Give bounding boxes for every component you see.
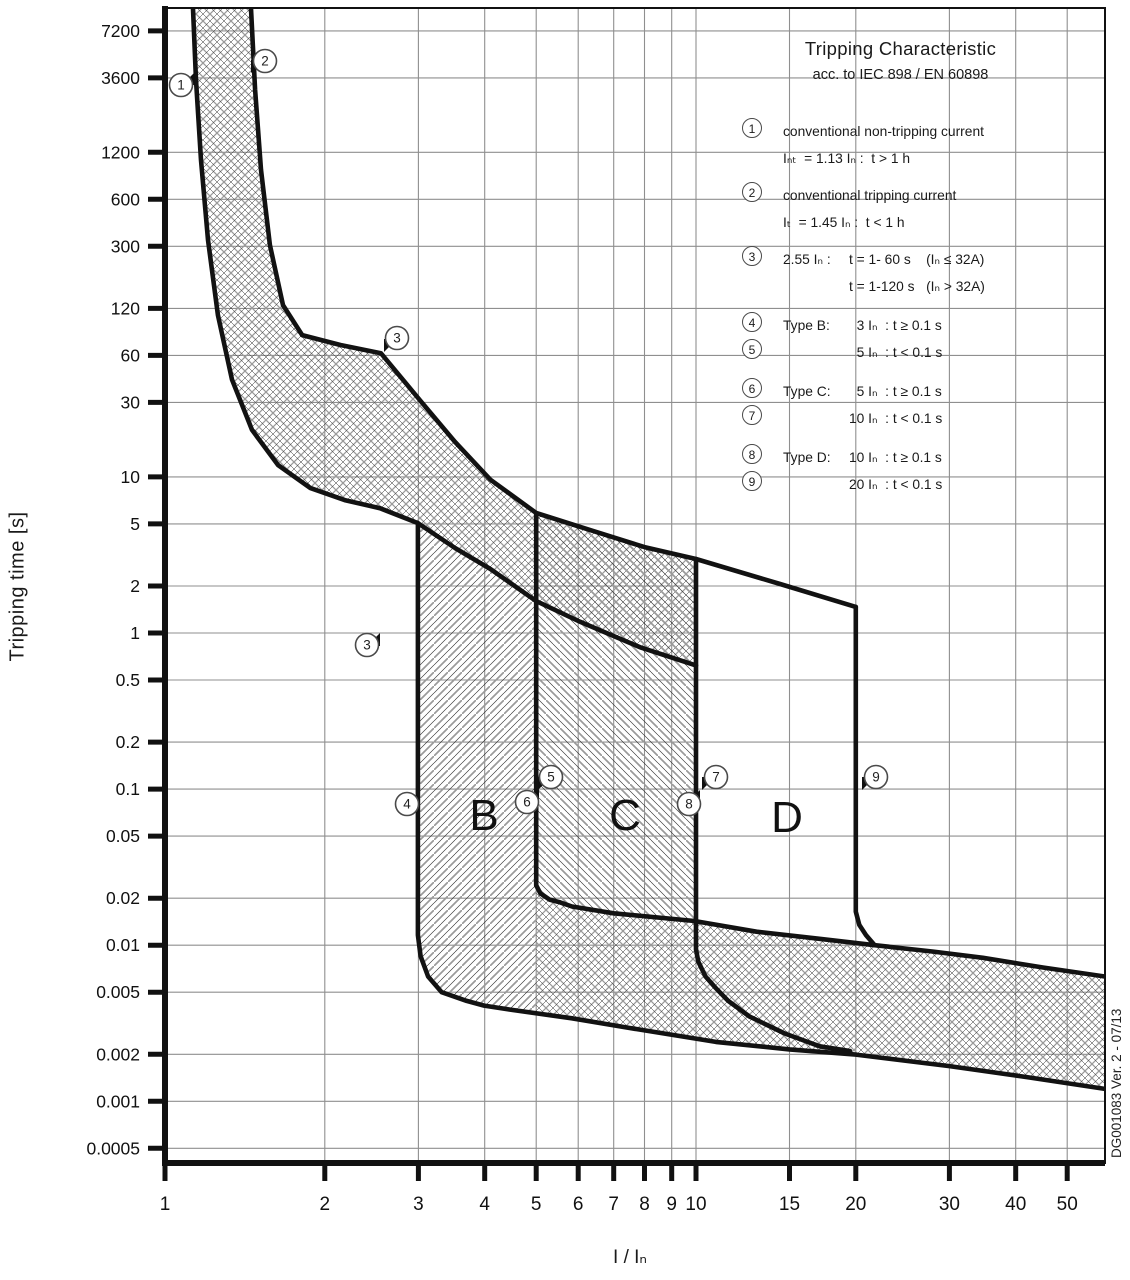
legend-text: t = 1- 60 s (Iₙ ≤ 32A) (849, 251, 985, 267)
svg-text:9: 9 (872, 769, 880, 785)
zone-label-B: B (469, 791, 499, 840)
legend-row-1 (742, 118, 1072, 172)
svg-text:7200: 7200 (101, 20, 140, 41)
svg-text:5: 5 (530, 1194, 542, 1215)
zone-B-band (418, 523, 536, 1013)
legend-row-3 (742, 246, 1072, 300)
svg-text:0.2: 0.2 (115, 732, 140, 753)
svg-text:0.0005: 0.0005 (86, 1138, 140, 1159)
legend-number-badge: 2 (742, 182, 762, 202)
legend-subtitle: acc. to IEC 898 / EN 60898 (812, 67, 989, 83)
zone-label-C: C (609, 791, 641, 840)
legend-number-badge: 6 (742, 378, 762, 398)
legend-number-badge: 5 (742, 339, 762, 359)
legend-number-badge: 3 (742, 246, 762, 266)
svg-text:6: 6 (572, 1194, 584, 1215)
legend-text: conventional non-tripping current (783, 124, 984, 139)
svg-text:15: 15 (778, 1194, 801, 1215)
legend-row-4 (742, 312, 1072, 366)
svg-text:0.001: 0.001 (96, 1091, 140, 1112)
svg-text:7: 7 (712, 769, 720, 785)
svg-text:20: 20 (845, 1194, 867, 1215)
y-axis-title: Tripping time [s] (6, 511, 29, 662)
svg-text:0.02: 0.02 (105, 888, 140, 909)
svg-text:3: 3 (393, 330, 401, 346)
x-tick-labels (160, 1163, 1078, 1215)
svg-text:4: 4 (403, 796, 411, 812)
svg-text:40: 40 (1005, 1194, 1027, 1215)
legend-text: 10 Iₙ : t < 0.1 s (849, 410, 943, 426)
svg-text:0.05: 0.05 (105, 826, 140, 847)
svg-text:10: 10 (120, 466, 140, 487)
legend-text: 5 Iₙ : t ≥ 0.1 s (849, 383, 942, 399)
svg-text:6: 6 (523, 794, 531, 810)
svg-text:600: 600 (110, 189, 140, 210)
legend-label: 2.55 Iₙ : (783, 251, 835, 267)
legend-row-5 (742, 378, 1072, 432)
legend-text: Iₙₜ = 1.13 Iₙ : t > 1 h (783, 150, 911, 166)
zone-label-D: D (771, 793, 803, 842)
svg-text:60: 60 (120, 345, 140, 366)
svg-text:1: 1 (130, 623, 140, 643)
legend-label (783, 477, 849, 492)
y-tick-labels (86, 21, 165, 1158)
legend-number-badge: 7 (742, 405, 762, 425)
svg-text:2: 2 (130, 576, 140, 596)
svg-text:1200: 1200 (101, 142, 140, 163)
legend-text: t = 1-120 s (Iₙ > 32A) (849, 278, 985, 294)
legend-text: 20 Iₙ : t < 0.1 s (849, 476, 943, 492)
legend-label: Type B: (783, 318, 830, 333)
svg-text:2: 2 (319, 1194, 331, 1215)
svg-text:3: 3 (363, 637, 371, 653)
zone-C-band (536, 513, 696, 921)
svg-text:50: 50 (1056, 1194, 1078, 1215)
svg-text:4: 4 (479, 1194, 490, 1215)
legend-label (783, 411, 849, 426)
legend-text: 10 Iₙ : t ≥ 0.1 s (849, 449, 942, 465)
legend-number-badge: 4 (742, 312, 762, 332)
legend-text: 5 Iₙ : t < 0.1 s (849, 344, 943, 360)
thermal-upper-1.45In (251, 9, 856, 607)
legend-number-badge: 1 (742, 118, 762, 138)
svg-text:5: 5 (547, 769, 555, 785)
legend-text: 3 Iₙ : t ≥ 0.1 s (849, 317, 942, 333)
svg-text:3600: 3600 (101, 67, 140, 88)
svg-text:7: 7 (608, 1194, 619, 1215)
svg-text:3: 3 (413, 1194, 424, 1215)
legend-label: Type C: (783, 384, 831, 399)
legend-label (783, 279, 849, 294)
legend-title: Tripping Characteristic (804, 38, 997, 59)
svg-text:30: 30 (938, 1194, 960, 1215)
legend-row-6 (742, 444, 1072, 498)
svg-text:5: 5 (130, 513, 140, 534)
svg-text:0.002: 0.002 (96, 1044, 140, 1065)
legend-row-2 (742, 182, 1072, 236)
legend-label: Type D: (783, 450, 831, 465)
svg-text:8: 8 (639, 1194, 650, 1215)
legend (728, 38, 1073, 492)
svg-text:1: 1 (177, 77, 185, 93)
document-note: DG001083 Ver. 2 - 07/13 (1109, 1008, 1124, 1158)
svg-text:30: 30 (120, 392, 140, 413)
x-axis-title: I / Iₙ (613, 1247, 647, 1268)
svg-text:0.005: 0.005 (96, 982, 140, 1003)
svg-text:10: 10 (685, 1194, 707, 1215)
svg-text:0.01: 0.01 (105, 935, 140, 956)
svg-text:300: 300 (110, 236, 140, 257)
legend-label (783, 345, 849, 360)
svg-text:1: 1 (159, 1194, 171, 1215)
svg-text:9: 9 (666, 1194, 677, 1215)
legend-number-badge: 8 (742, 444, 762, 464)
svg-text:8: 8 (685, 796, 693, 812)
svg-text:0.1: 0.1 (115, 779, 140, 800)
svg-text:2: 2 (261, 53, 269, 69)
svg-text:0.5: 0.5 (115, 670, 140, 690)
svg-text:120: 120 (110, 298, 140, 319)
legend-text: Iₜ = 1.45 Iₙ : t < 1 h (783, 214, 905, 230)
legend-number-badge: 9 (742, 471, 762, 491)
legend-text: conventional tripping current (783, 188, 957, 203)
